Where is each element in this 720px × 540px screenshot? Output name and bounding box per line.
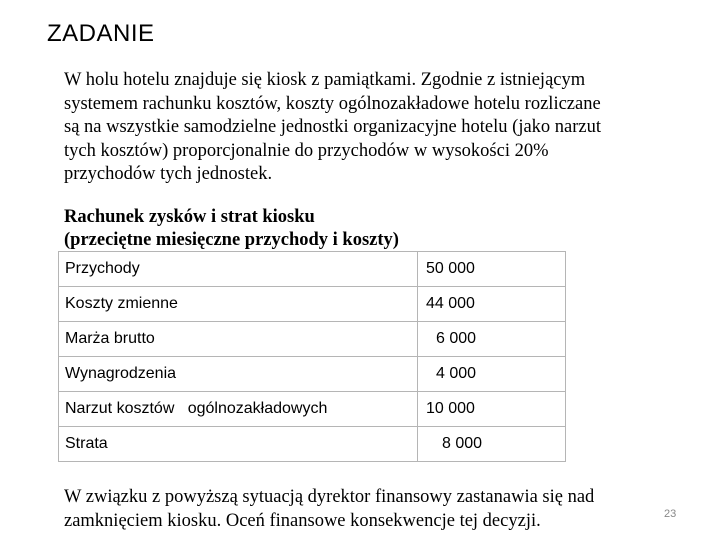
intro-line: są na wszystkie samodzielne jednostki organizacyjne hotelu (jako narzut bbox=[64, 117, 602, 137]
row-label: Przychody bbox=[59, 252, 418, 287]
row-value: 10 000 bbox=[418, 392, 566, 427]
closing-line: W związku z powyższą sytuacją dyrektor finansowy zastanawia się nad bbox=[64, 487, 595, 507]
slide-title: ZADANIE bbox=[47, 20, 155, 47]
row-value: 6 000 bbox=[418, 322, 566, 357]
table-row bbox=[59, 322, 566, 357]
table-heading-line: (przeciętne miesięczne przychody i koszty) bbox=[64, 230, 399, 250]
intro-paragraph bbox=[64, 69, 664, 187]
table-row bbox=[59, 252, 566, 287]
table-row bbox=[59, 392, 566, 427]
row-value: 44 000 bbox=[418, 287, 566, 322]
row-label: Koszty zmienne bbox=[59, 287, 418, 322]
closing-line: zamknięciem kiosku. Oceń finansowe konsekwencje tej decyzji. bbox=[64, 510, 541, 531]
intro-line: tych kosztów) proporcjonalnie do przychodów w wysokości 20% bbox=[64, 140, 549, 161]
row-label: Narzut kosztów ogólnozakładowych bbox=[59, 392, 418, 427]
row-value: 4 000 bbox=[418, 357, 566, 392]
page-number: 23 bbox=[664, 508, 677, 520]
table-row bbox=[59, 357, 566, 392]
table-heading-line: Rachunek zysków i strat kiosku bbox=[64, 207, 315, 227]
table-heading bbox=[64, 206, 399, 252]
row-label: Strata bbox=[59, 427, 418, 462]
intro-line: przychodów tych jednostek. bbox=[64, 164, 273, 184]
row-label: Wynagrodzenia bbox=[59, 357, 418, 392]
intro-line: systemem rachunku kosztów, koszty ogólnozakładowe hotelu rozliczane bbox=[64, 93, 601, 114]
profit-loss-table bbox=[58, 251, 566, 462]
intro-line: W holu hotelu znajduje się kiosk z pamiątkami. Zgodnie z istniejącym bbox=[64, 70, 586, 90]
row-value: 50 000 bbox=[418, 252, 566, 287]
row-value: 8 000 bbox=[418, 427, 566, 462]
closing-paragraph bbox=[64, 486, 664, 533]
table-row bbox=[59, 287, 566, 322]
row-label: Marża brutto bbox=[59, 322, 418, 357]
table-row bbox=[59, 427, 566, 462]
